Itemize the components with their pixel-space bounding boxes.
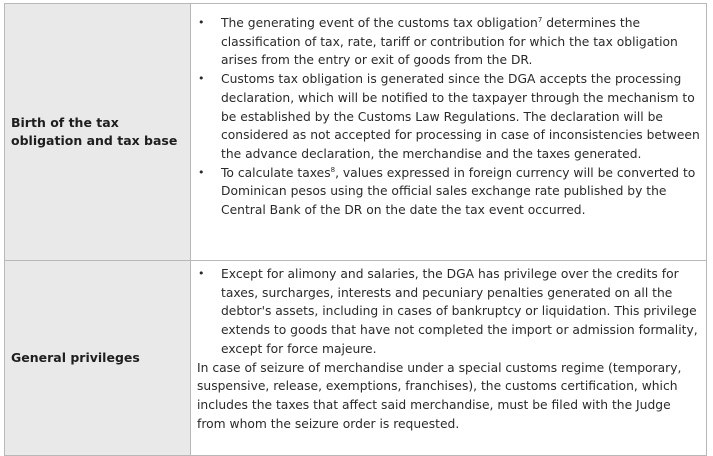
list-item: [197, 14, 700, 70]
row-content-cell: [191, 4, 707, 261]
bullet-icon: •: [198, 16, 205, 29]
bullet-text-part: Customs tax obligation is generated since the DGA accepts the processing declaration, which will be notified to the taxpayer through the mechanism to be established by the Customs Law Regulations. The declaration will be considered as not accepted for processing in case of inconsistencies between the advance declaration, the merchandise and the taxes generated.: [221, 72, 700, 161]
bullet-text-part: The generating event of the customs tax obligation: [221, 16, 538, 30]
bullet-icon: •: [198, 72, 205, 86]
table-row: [5, 261, 707, 456]
bullet-text-part: , values expressed in foreign currency will be converted to Dominican pesos using the official sales exchange rate published by the Central Bank of the DR on the date the tax event occurred.: [221, 165, 696, 218]
list-item: [197, 265, 700, 359]
table-row: [5, 4, 707, 261]
bullet-text-part: Except for alimony and salaries, the DGA has privilege over the credits for taxes, surcharges, interests and pecuniary penalties generated on all the debtor's assets, including in cases of bankruptcy or liquidation. This privilege extends to goods that have not completed the import or admission formality, except for force majeure.: [221, 267, 698, 356]
row-label: General privileges: [11, 350, 140, 365]
bullet-icon: •: [198, 165, 205, 179]
bullet-text-part: determines the classification of tax, rate, tariff or contribution for which the tax obligation arises from the entry or exit of goods from the DR.: [221, 16, 678, 68]
bullet-list: [197, 265, 700, 359]
row-label: Birth of the tax obligation and tax base: [11, 115, 178, 148]
list-item: [197, 164, 700, 220]
bullet-text-part: To calculate taxes: [221, 165, 331, 180]
list-item: [197, 70, 700, 164]
bullet-list: [197, 14, 700, 220]
row-content-cell: [191, 261, 707, 456]
paragraph-text: In case of seizure of merchandise under a special customs regime (temporary, suspensive, release, exemptions, franchises), the customs certification, which includes the taxes that affect said merchandise, must be filed with the Judge from whom the seizure order is requested.: [197, 360, 682, 431]
regulation-table: [4, 3, 707, 456]
row-label-cell: [5, 4, 191, 261]
bullet-icon: •: [198, 267, 205, 280]
footnote-marker: 8: [330, 165, 336, 174]
footnote-marker: 7: [537, 16, 543, 24]
row-label-cell: [5, 261, 191, 456]
